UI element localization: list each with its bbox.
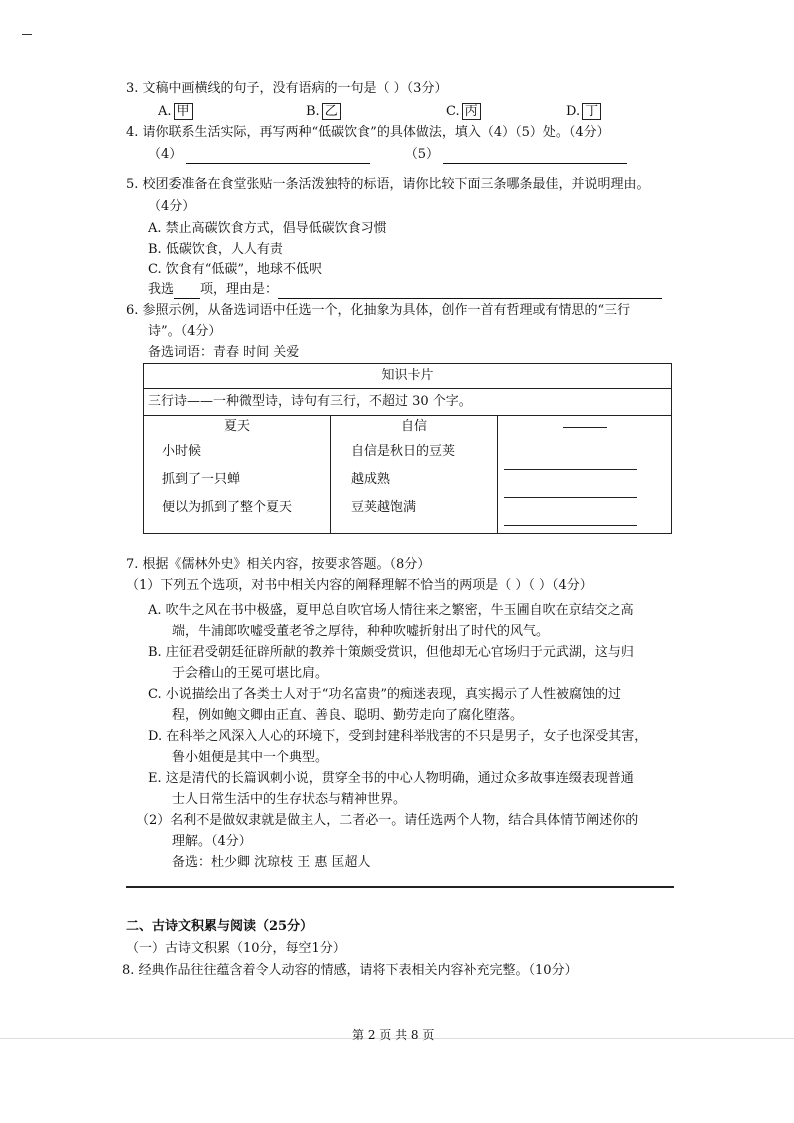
q3-option-a: A. 甲 (158, 103, 193, 121)
q5-choice-blank[interactable] (174, 284, 200, 299)
q7-sub2-candidates: 备选：杜少卿 沈琼枝 王 惠 匡超人 (172, 855, 371, 870)
q7-option-c-line2: 程，例如鲍文卿由正直、善良、聪明、勤劳走向了腐化堕落。 (172, 708, 524, 723)
q8-stem: 8. 经典作品往往蕴含着令人动容的情感，请将下表相关内容补充完整。（10分） (122, 963, 578, 978)
answer-title-blank[interactable] (563, 427, 607, 428)
page-footer: 第 2 页 共 8 页 (352, 1028, 435, 1042)
q3-option-b: B. 乙 (306, 103, 341, 121)
q7-option-a-line2: 端，牛浦郎吹嘘受董老爷之厚待，种种吹嘘折射出了时代的风气。 (172, 624, 550, 639)
example-poem-summer (144, 416, 331, 534)
answer-line[interactable] (498, 477, 671, 505)
q5-option-b: B. 低碳饮食，人人有责 (148, 242, 283, 257)
poem-line: 便以为抓到了整个夏天 (162, 500, 293, 515)
poem-line: 抓到了一只蝉 (162, 472, 241, 487)
section2-subtitle: （一）古诗文积累（10分，每空1分） (126, 941, 346, 956)
q7-sub2-line2: 理解。（4分） (172, 834, 252, 849)
poem-line: 豆荚越饱满 (351, 500, 417, 515)
card-title: 知识卡片 (144, 364, 672, 389)
q4-answer-line-5[interactable] (443, 149, 627, 164)
q7-option-c-line1: C. 小说描绘出了各类士人对于“功名富贵”的痴迷表现，真实揭示了人性被腐蚀的过 (148, 687, 622, 702)
answer-line[interactable] (498, 505, 671, 533)
poem-line: 越成熟 (351, 472, 391, 487)
q7-stem: 7. 根据《儒林外史》相关内容，按要求答题。（8分） (126, 557, 431, 572)
q3-option-c: C. 丙 (446, 103, 481, 121)
q4-blank-label-5: （5） (404, 147, 439, 162)
answer-line[interactable] (498, 449, 671, 477)
q7-option-b-line1: B. 庄征君受朝廷征辟所献的教养十策颇受赏识，但他却无心官场归于元武湖，这与归 (148, 645, 634, 660)
q4-answer-line-4[interactable] (186, 149, 370, 164)
poem-line: 自信是秋日的豆荚 (351, 444, 456, 459)
q6-stem-line1: 6. 参照示例，从备选词语中任选一个，化抽象为具体，创作一首有哲理或有情思的“三行 (126, 303, 631, 318)
card-definition: 三行诗——一种微型诗，诗句有三行，不超过 30 个字。 (144, 389, 672, 416)
poem-title-summer: 夏天 (223, 419, 250, 434)
q7-option-d-line2: 鲁小姐便是其中一个典型。 (172, 750, 329, 765)
q6-stem-line2: 诗”。（4分） (148, 324, 222, 339)
q4-blank-label-4: （4） (148, 147, 183, 162)
q3-option-d: D. 丁 (566, 103, 601, 121)
q5-option-c: C. 饮食有“低碳”，地球不低呎 (148, 262, 323, 277)
q7-sub2-line1: （2）名利不是做奴隶就是做主人，二者必一。请任选两个人物，结合具体情节阐述你的 (136, 813, 639, 828)
q7-option-e-line1: E. 这是清代的长篇讽刺小说，贯穿全书的中心人物明确，通过众多故事连缀表现普通 (148, 771, 634, 786)
q7-sub1: （1）下列五个选项，对书中相关内容的阐释理解不恰当的两项是（ ）（ ）（4分） (126, 578, 593, 593)
q5-reason-line[interactable] (278, 284, 662, 299)
q3-stem: 3. 文稿中画横线的句子，没有语病的一句是（ ）（3分） (126, 81, 448, 96)
section2-title: 二、古诗文积累与阅读（25分） (126, 919, 314, 934)
q7-option-b-line2: 于会稽山的王冕可堪比肩。 (172, 666, 329, 681)
q5-option-a: A. 禁止高碳饮食方式，倡导低碳饮食习惯 (148, 221, 387, 236)
section-divider (126, 886, 674, 888)
answer-poem-column[interactable] (498, 416, 672, 534)
q7-option-e-line2: 士人日常生活中的生存状态与精神世界。 (172, 792, 407, 807)
q4-stem: 4. 请你联系生活实际，再写两种“低碳饮食”的具体做法，填入（4）（5）处。（4分） (126, 125, 610, 140)
q5-score: （4分） (148, 199, 196, 214)
q5-answer-row (148, 281, 662, 299)
q6-candidates: 备选词语：青春 时间 关爱 (148, 345, 300, 360)
q5-answer-prefix: 我选 (148, 282, 175, 297)
q5-stem: 5. 校团委准备在食堂张贴一条活泼独特的标语，请你比较下面三条哪条最佳，并说明理由。 (126, 177, 650, 192)
q5-answer-mid: 项，理由是： (200, 282, 279, 297)
q7-option-a-line1: A. 吹牛之风在书中极盛，夏甲总自吹官场人情往来之繁密，牛玉圃自吹在京结交之高 (148, 603, 634, 618)
example-poem-confidence (331, 416, 498, 534)
poem-line: 小时候 (162, 444, 202, 459)
knowledge-card-table (143, 363, 672, 534)
q7-option-d-line1: D. 在科举之风深入人心的环境下，受到封建科举戕害的不只是男子，女子也深受其害， (148, 729, 648, 744)
poem-title-confidence: 自信 (400, 419, 427, 434)
q4-blanks (148, 146, 627, 164)
scan-mark (22, 34, 32, 35)
